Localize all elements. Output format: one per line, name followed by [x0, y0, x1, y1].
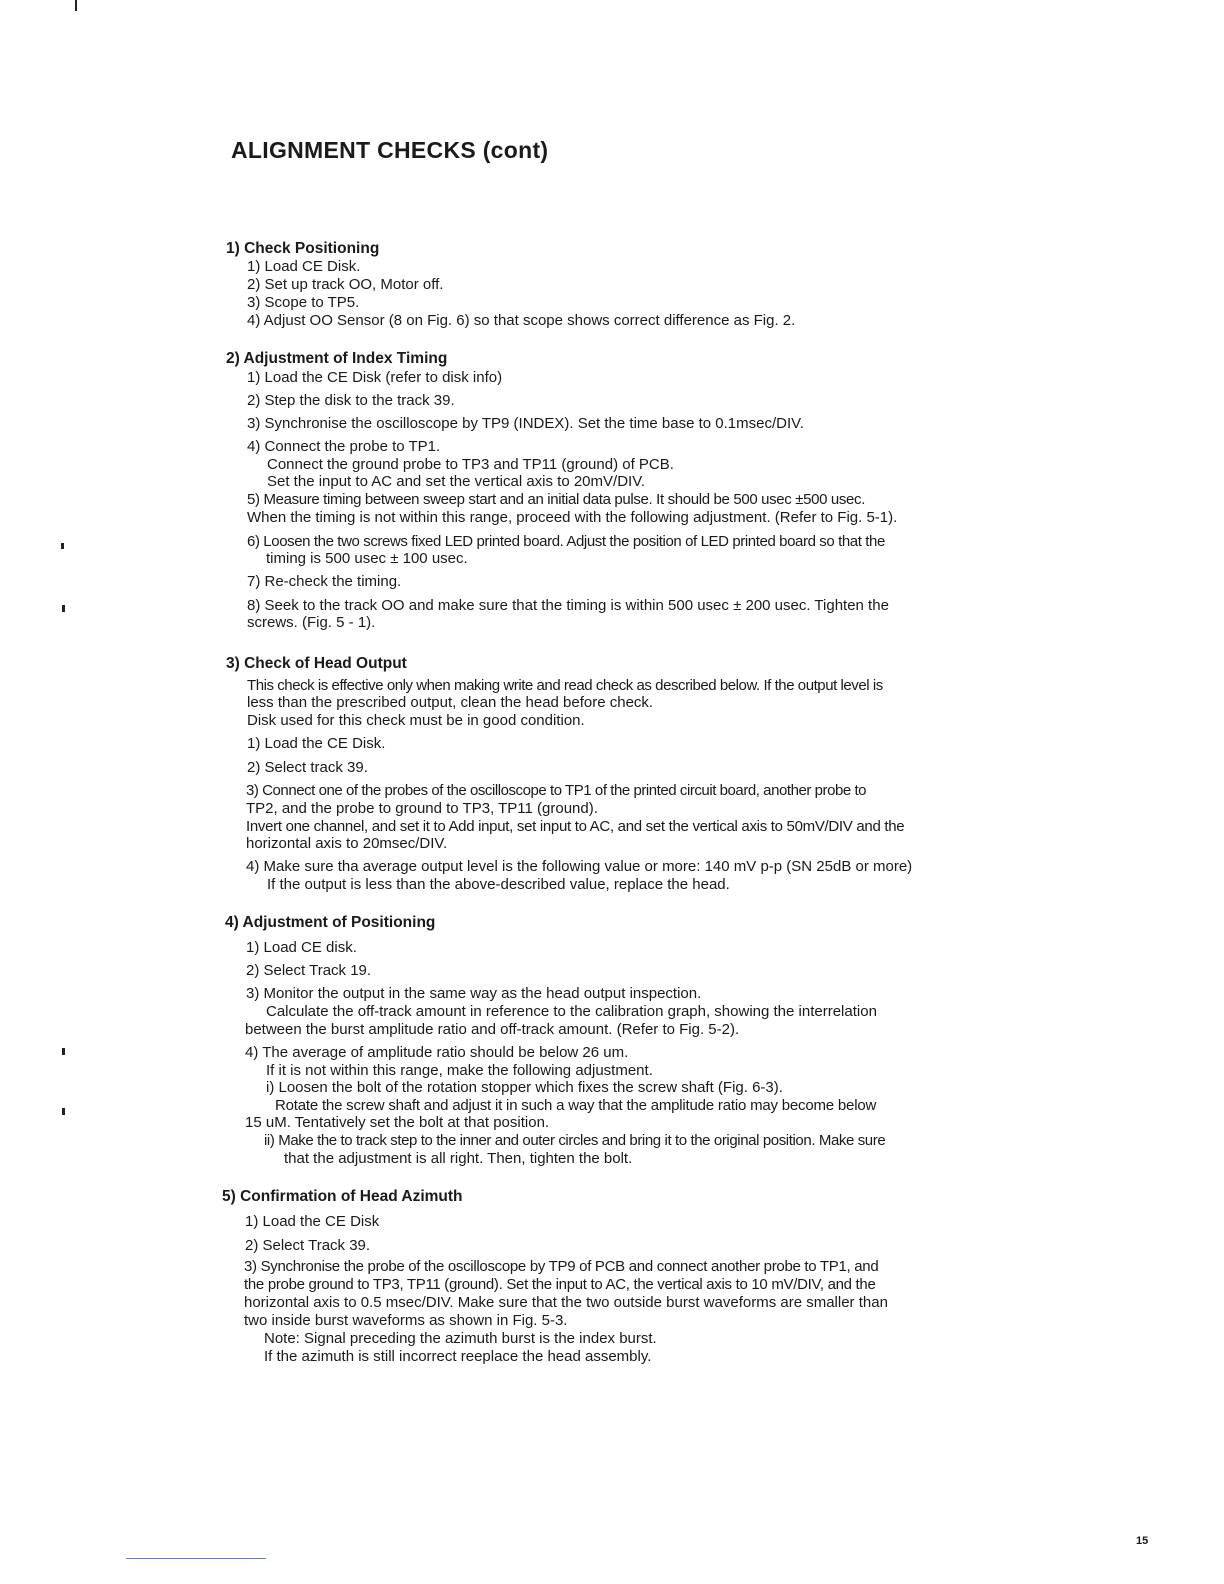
- scan-mark: [62, 1048, 65, 1055]
- section-line: 1) Load the CE Disk.: [247, 735, 386, 752]
- section-heading: 3) Check of Head Output: [226, 655, 407, 672]
- section-line: less than the prescribed output, clean the head before check.: [247, 694, 654, 711]
- section-line: Invert one channel, and set it to Add input, set input to AC, and set the vertical axis to 50mV/DIV and the: [246, 818, 905, 835]
- section-line: 3) Synchronise the probe of the oscilloscope by TP9 of PCB and connect another probe to TP1, and: [244, 1258, 879, 1275]
- section-line: Set the input to AC and set the vertical axis to 20mV/DIV.: [267, 473, 645, 490]
- page-title: ALIGNMENT CHECKS (cont): [231, 137, 549, 163]
- section-line: 8) Seek to the track OO and make sure that the timing is within 500 usec ± 200 usec. Tighten the: [247, 597, 889, 614]
- section-line: 3) Scope to TP5.: [247, 294, 360, 311]
- section-line: 2) Select Track 19.: [246, 962, 372, 979]
- scan-mark-top: [75, 0, 77, 11]
- section-line: ii) Make the to track step to the inner and outer circles and bring it to the original position. Make sure: [264, 1132, 886, 1149]
- section-line: When the timing is not within this range, proceed with the following adjustment. (Refer to Fig. 5-1).: [247, 509, 898, 526]
- section-line: 4) Connect the probe to TP1.: [247, 438, 441, 455]
- section-line: 1) Load CE Disk.: [247, 258, 361, 275]
- section-line: Connect the ground probe to TP3 and TP11 (ground) of PCB.: [267, 456, 674, 473]
- section-line: 2) Select track 39.: [247, 759, 368, 776]
- scan-mark: [61, 543, 64, 549]
- section-line: 3) Connect one of the probes of the oscilloscope to TP1 of the printed circuit board, another probe to: [246, 782, 867, 799]
- section-line: horizontal axis to 20msec/DIV.: [246, 835, 448, 852]
- section-line: 1) Load the CE Disk: [245, 1213, 380, 1230]
- section-line: If it is not within this range, make the following adjustment.: [266, 1062, 653, 1079]
- section-line: Calculate the off-track amount in reference to the calibration graph, showing the interrelation: [266, 1003, 877, 1020]
- section-line: If the output is less than the above-described value, replace the head.: [267, 876, 730, 893]
- section-line: timing is 500 usec ± 100 usec.: [266, 550, 468, 567]
- scan-mark: [62, 1108, 65, 1115]
- page-number: 15: [1136, 1535, 1149, 1547]
- bottom-rule: [126, 1558, 266, 1559]
- section-line: Rotate the screw shaft and adjust it in such a way that the amplitude ratio may become below: [275, 1097, 877, 1114]
- section-line: 4) Adjust OO Sensor (8 on Fig. 6) so that scope shows correct difference as Fig. 2.: [247, 312, 796, 329]
- scan-mark: [62, 605, 65, 612]
- section-heading: 4) Adjustment of Positioning: [225, 914, 436, 931]
- section-line: This check is effective only when making write and read check as described below. If the output level is: [247, 677, 883, 694]
- section-line: 15 uM. Tentatively set the bolt at that position.: [245, 1114, 550, 1131]
- section-line: 3) Synchronise the oscilloscope by TP9 (INDEX). Set the time base to 0.1msec/DIV.: [247, 415, 804, 432]
- section-line: between the burst amplitude ratio and off-track amount. (Refer to Fig. 5-2).: [245, 1021, 740, 1038]
- section-heading: 1) Check Positioning: [226, 240, 380, 257]
- section-line: 2) Set up track OO, Motor off.: [247, 276, 444, 293]
- section-line: If the azimuth is still incorrect reeplace the head assembly.: [264, 1348, 652, 1365]
- section-line: 1) Load CE disk.: [246, 939, 357, 956]
- section-line: 6) Loosen the two screws fixed LED printed board. Adjust the position of LED printed board so that the: [247, 533, 885, 550]
- section-line: 3) Monitor the output in the same way as the head output inspection.: [246, 985, 702, 1002]
- section-line: Disk used for this check must be in good condition.: [247, 712, 585, 729]
- section-line: Note: Signal preceding the azimuth burst is the index burst.: [264, 1330, 657, 1347]
- section-line: 4) Make sure tha average output level is the following value or more: 140 mV p-p (SN 25dB or more): [246, 858, 913, 875]
- section-line: horizontal axis to 0.5 msec/DIV. Make sure that the two outside burst waveforms are smaller than: [244, 1294, 888, 1311]
- section-line: screws. (Fig. 5 - 1).: [247, 614, 376, 631]
- section-line: 1) Load the CE Disk (refer to disk info): [247, 369, 503, 386]
- section-heading: 2) Adjustment of Index Timing: [226, 350, 448, 367]
- section-line: two inside burst waveforms as shown in Fig. 5-3.: [244, 1312, 568, 1329]
- section-line: 5) Measure timing between sweep start and an initial data pulse. It should be 500 usec ±500 usec.: [247, 491, 866, 508]
- section-line: that the adjustment is all right. Then, tighten the bolt.: [284, 1150, 633, 1167]
- section-line: 7) Re-check the timing.: [247, 573, 402, 590]
- section-line: the probe ground to TP3, TP11 (ground). Set the input to AC, the vertical axis to 10 mV/DIV, and the: [244, 1276, 876, 1293]
- section-line: 2) Select Track 39.: [245, 1237, 371, 1254]
- section-line: TP2, and the probe to ground to TP3, TP11 (ground).: [246, 800, 598, 817]
- section-line: i) Loosen the bolt of the rotation stopper which fixes the screw shaft (Fig. 6-3).: [266, 1079, 783, 1096]
- section-heading: 5) Confirmation of Head Azimuth: [222, 1188, 463, 1205]
- section-line: 2) Step the disk to the track 39.: [247, 392, 455, 409]
- section-line: 4) The average of amplitude ratio should be below 26 um.: [245, 1044, 629, 1061]
